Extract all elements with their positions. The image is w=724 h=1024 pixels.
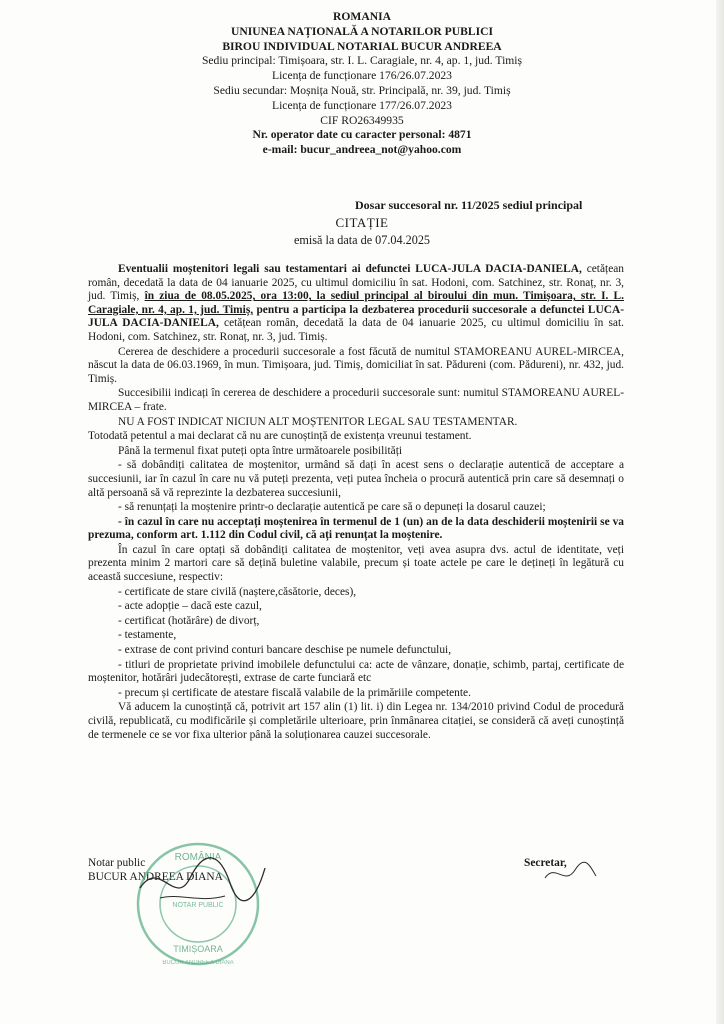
data-operator-line: Nr. operator date cu caracter personal: 4871: [252, 128, 472, 142]
documents-intro: În cazul în care optați să dobândiți calitatea de moștenitor, veți avea asupra dvs. actul de identitate, veți prezenta minim 2 martori care să dețină buletine valabile, precum și toate actele pe care le dețineți în legătură cu această succesiune, respectiv:: [88, 543, 624, 584]
no-testament-statement: Totodată petentul a mai declarat că nu are cunoștință de existența vreunui testament.: [88, 430, 472, 443]
country-line: ROMANIA: [333, 10, 391, 23]
doc-list-item: - extrase de cont privind conturi bancare deschise pe numele defunctului,: [118, 644, 452, 657]
successors-paragraph: Succesibilii indicați în cererea de deschidere a procedurii succesorale sunt: numitul STAMOREANU AUREL-MIRCEA – frate.: [88, 387, 624, 413]
stamp-text-side: BUCUR ANDREEA DIANA: [162, 960, 234, 966]
doc-list-item: - certificate de stare civilă (naștere,căsătorie, deces),: [118, 585, 357, 598]
deceased-details-repeat: cetățean român, decedată la data de 04 ianuarie 2025, cu ultimul domiciliu în sat. Hodoni, com. Satchinez, str. Ronaț, nr. 3, jud. Timiș.: [88, 317, 624, 343]
notary-handwritten-signature: [130, 848, 270, 918]
notary-label: Notar public: [88, 857, 146, 869]
hearing-date-place: în ziua de 08.05.2025, ora 13:00, la sediul principal al biroului din mun. Timișoara, str. I. L. Caragiale, nr. 4, ap. 1, jud. Timiș,: [88, 290, 624, 316]
issue-date: emisă la data de 07.04.2025: [293, 233, 431, 247]
doc-list-item: - acte adopție – dacă este cazul,: [118, 600, 262, 613]
heirs-intro: Eventualii moștenitori legali sau testamentari ai defunctei LUCA-JULA DACIA-DANIELA,: [118, 263, 582, 275]
legal-notice-paragraph: Vă aducem la cunoștință că, potrivit art 157 alin (1) lit. i) din Legea nr. 134/2010 privind Codul de procedură civilă, republicată, cu modificările și completările ulterioare, prin înmânarea citației, se consideră că aveți cunoștință de termenele ce se vor fixa ulterior până la soluționarea cauzei succesorale.: [88, 701, 624, 741]
union-line: UNIUNEA NAȚIONALĂ A NOTARILOR PUBLICI: [231, 24, 493, 38]
main-office-address: Sediu principal: Timișoara, str. I. L. Caragiale, nr. 4, ap. 1, jud. Timiș: [201, 54, 523, 68]
stamp-text-top: ROMÂNIA: [174, 852, 222, 863]
notary-header: [0, 10, 724, 158]
notary-name: BUCUR ANDREEA DIANA: [88, 870, 223, 883]
secretary-label: Secretar,: [524, 857, 567, 869]
deceased-details: cetățean român, decedată la data de 04 ianuarie 2025, cu ultimul domiciliu în sat. Hodoni, com. Satchinez, str. Ronaț, nr. 3, jud. Timiș,: [88, 263, 624, 303]
office-name-line: BIROU INDIVIDUAL NOTARIAL BUCUR ANDREEA: [222, 39, 502, 53]
page-edge-shadow: [716, 0, 724, 1024]
stamp-text-center: NOTAR PUBLIC: [172, 902, 224, 909]
option-presumption: - în cazul în care nu acceptați moștenirea în termenul de 1 (un) an de la data deschiderii moștenirii se va prezuma, conform art. 1.112 din Codul civil, că ați renunțat la moștenire.: [88, 515, 624, 542]
secretary-signature: [540, 858, 600, 888]
email-line: e-mail: bucur_andreea_not@yahoo.com: [262, 143, 462, 157]
case-number: Dosar succesoral nr. 11/2025 sediul principal: [355, 198, 583, 212]
doc-list-item: - certificat (hotărâre) de divorț,: [118, 614, 260, 627]
secondary-license: Licența de funcționare 177/26.07.2023: [272, 98, 452, 112]
cif-line: CIF RO26349935: [320, 113, 404, 127]
option-accept: - să dobândiți calitatea de moștenitor, urmând să dați în acest sens o declarație autentică de acceptare a succesiunii, iar în cazul în care nu vă puteți prezenta, veți putea încheia o procură autentică prin care să desemnați o altă persoană să vă reprezinte la dezbaterea succesiunii,: [88, 459, 624, 499]
main-license: Licența de funcționare 176/26.07.2023: [272, 69, 452, 83]
stamp-text-bottom: TIMIȘOARA: [173, 944, 223, 954]
doc-list-item: - titluri de proprietate privind imobilele defunctului ca: acte de vânzare, donație, schimb, partaj, certificate de moștenitor, hotărâri judecătorești, extrase de carte funciară etc: [88, 658, 624, 685]
summons-paragraph: [88, 263, 624, 345]
document-title: CITAȚIE: [335, 215, 389, 230]
no-other-heir-statement: NU A FOST INDICAT NICIUN ALT MOȘTENITOR LEGAL SAU TESTAMENTAR.: [118, 415, 518, 428]
petitioner-paragraph: Cererea de deschidere a procedurii succesorale a fost făcută de numitul STAMOREANU AUREL-MIRCEA, născut la data de 06.03.1969, în mun. Timișoara, jud. Timiș, domiciliat în sat. Pădureni (com. Pădureni), nr. 432, jud. Timiș.: [88, 345, 624, 385]
option-renounce: - să renunțați la moștenire printr-o declarație autentică pe care să o depuneți la dosarul cauzei;: [118, 501, 546, 514]
secondary-office-address: Sediu secundar: Moșnița Nouă, str. Principală, nr. 39, jud. Timiș: [213, 83, 511, 97]
doc-list-item: - precum și certificate de atestare fiscală valabile de la primăriile competente.: [118, 686, 471, 699]
doc-list-item: - testamente,: [118, 629, 177, 642]
document-body: [88, 263, 624, 743]
purpose-text: pentru a participa la dezbaterea procedurii succesorale a defunctei LUCA-JULA DACIA-DANIELA,: [88, 303, 624, 330]
options-intro: Până la termenul fixat puteți opta între următoarele posibilități: [118, 444, 403, 457]
